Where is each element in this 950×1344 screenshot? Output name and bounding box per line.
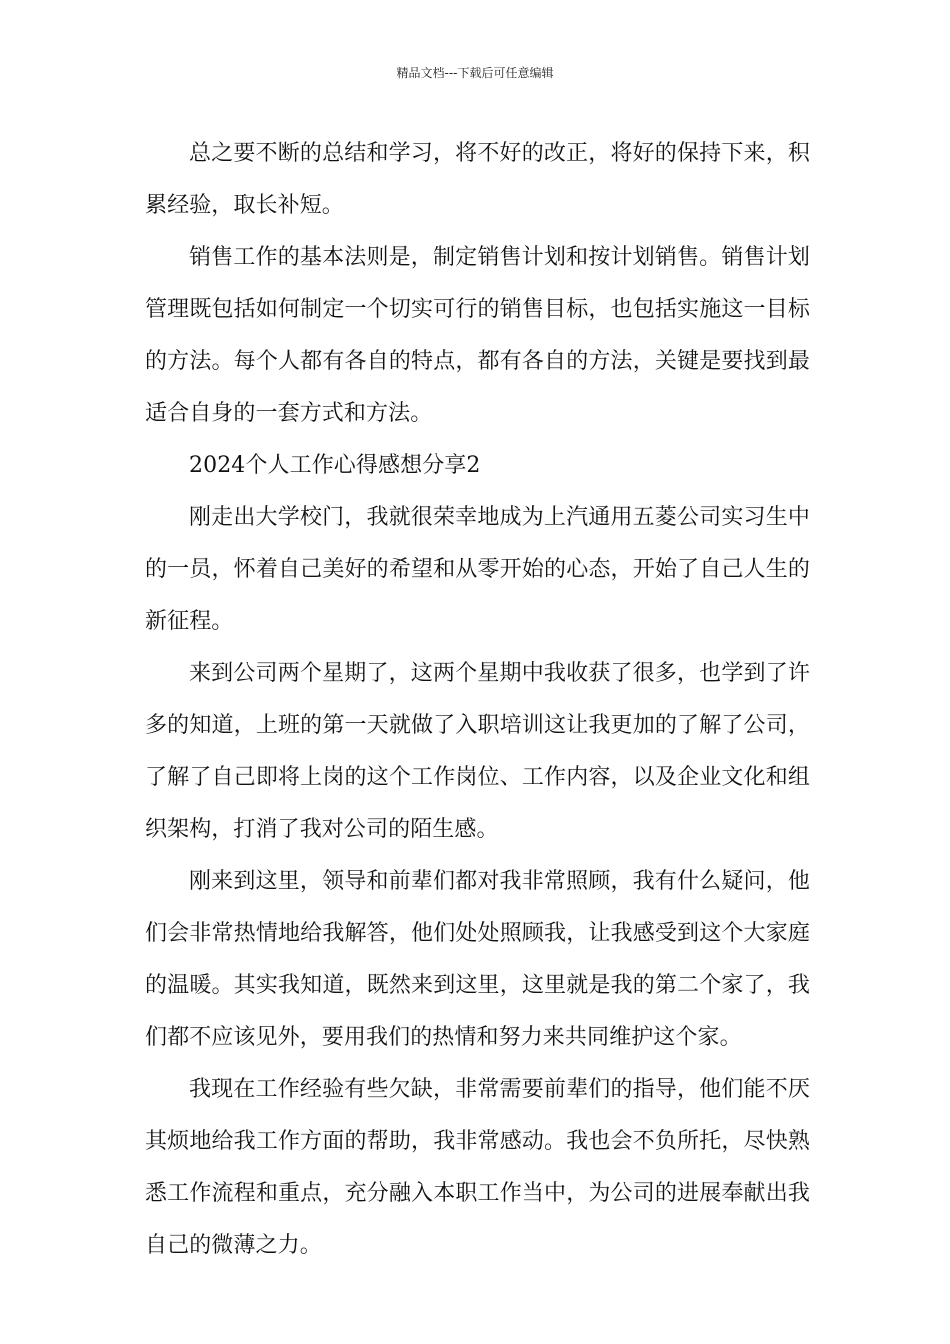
paragraph: 销售工作的基本法则是，制定销售计划和按计划销售。销售计划管理既包括如何制定一个切实可行的销售目标，也包括实施这一目标的方法。每个人都有各自的特点，都有各自的方法，关键是要找到最适合自身的一套方式和方法。	[145, 245, 810, 426]
paragraph: 总之要不断的总结和学习，将不好的改正，将好的保持下来，积累经验，取长补短。	[145, 141, 810, 218]
page-header: 精品文档---下载后可任意编辑	[396, 66, 554, 80]
paragraph: 我现在工作经验有些欠缺，非常需要前辈们的指导，他们能不厌其烦地给我工作方面的帮助，我非常感动。我也会不负所托，尽快熟悉工作流程和重点，充分融入本职工作当中，为公司的进展奉献出我自己的微薄之力。	[145, 1077, 810, 1258]
paragraph: 刚来到这里，领导和前辈们都对我非常照顾，我有什么疑问，他们会非常热情地给我解答，他们处处照顾我，让我感受到这个大家庭的温暖。其实我知道，既然来到这里，这里就是我的第二个家了，我们都不应该见外，要用我们的热情和努力来共同维护这个家。	[145, 869, 810, 1050]
paragraph: 刚走出大学校门，我就很荣幸地成为上汽通用五菱公司实习生中的一员，怀着自己美好的希望和从零开始的心态，开始了自己人生的新征程。	[145, 505, 810, 634]
paragraph: 来到公司两个星期了，这两个星期中我收获了很多，也学到了许多的知道，上班的第一天就做了入职培训这让我更加的了解了公司，了解了自己即将上岗的这个工作岗位、工作内容，以及企业文化和组织架构，打消了我对公司的陌生感。	[145, 661, 810, 842]
document-body	[145, 128, 810, 1272]
section-heading: 2024个人工作心得感想分享2	[189, 453, 481, 478]
